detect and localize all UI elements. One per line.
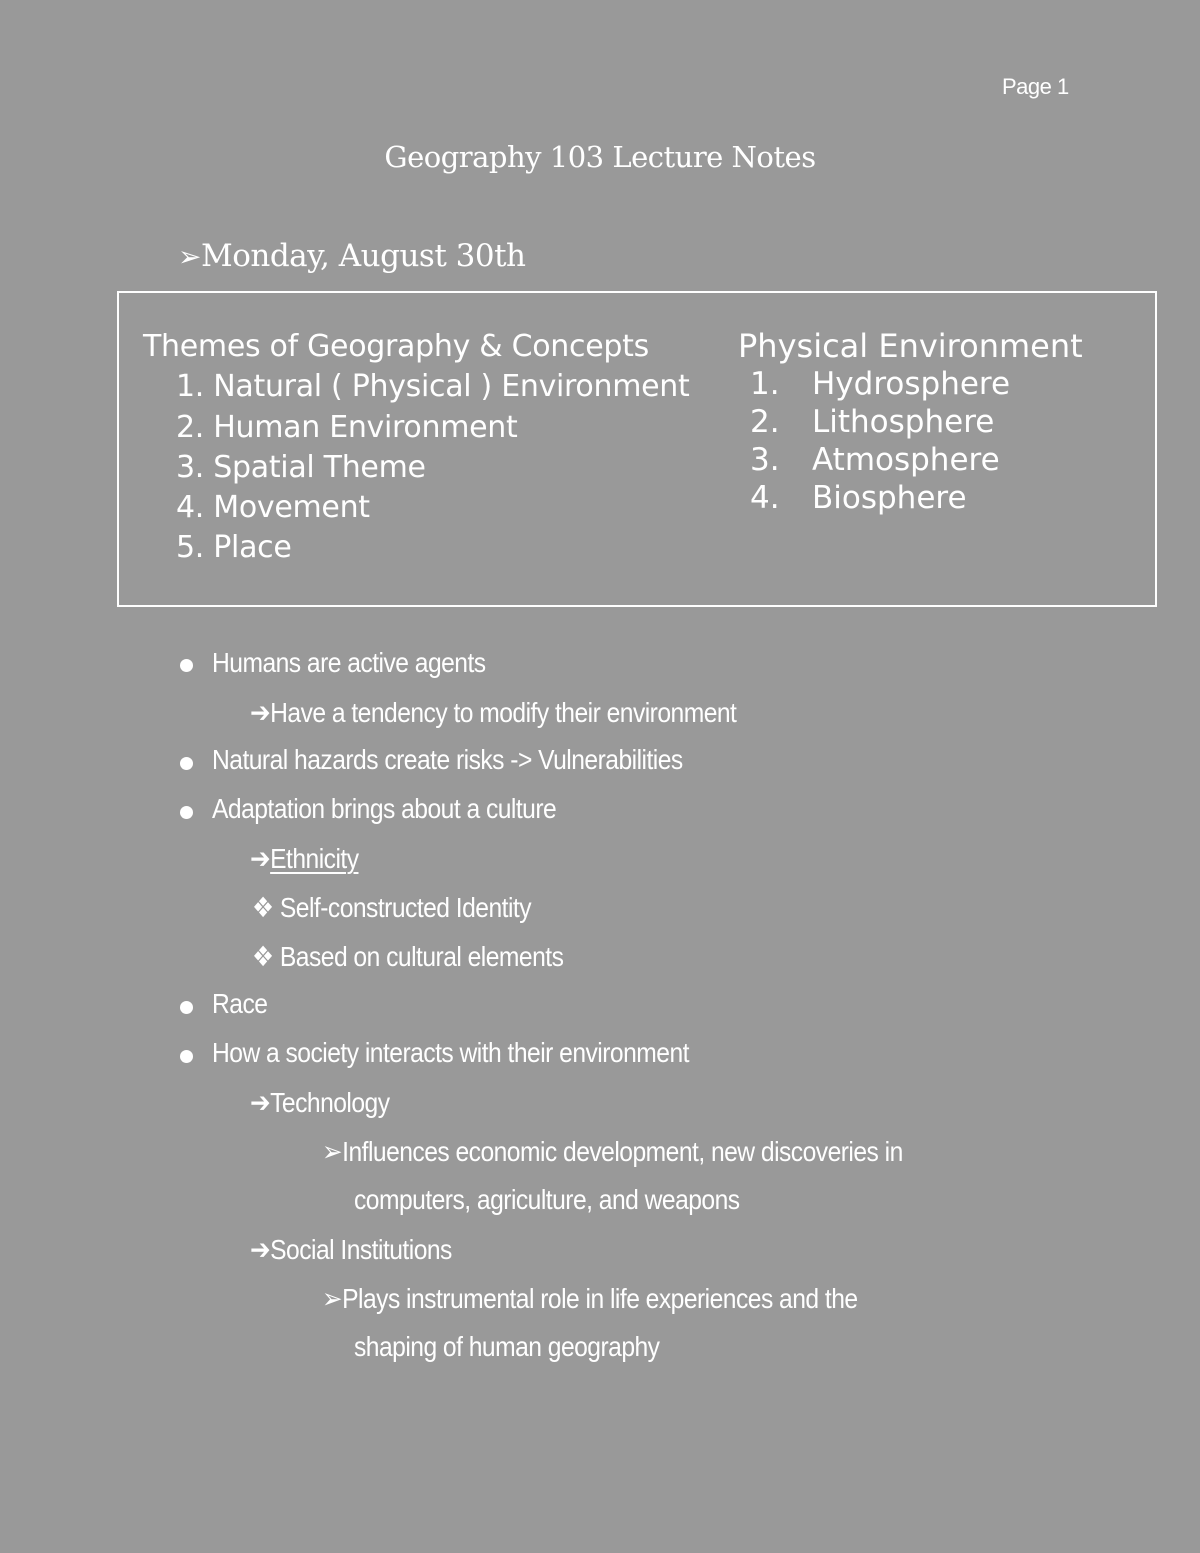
themes-item: 4. Movement bbox=[176, 490, 370, 525]
themes-item: 5. Place bbox=[176, 530, 292, 565]
bullet-dot-icon bbox=[180, 1050, 193, 1063]
note-self-constructed: ❖ Self-constructed Identity bbox=[252, 891, 532, 924]
note-technology: ➔Technology bbox=[250, 1086, 390, 1119]
note-humans-sub: ➔Have a tendency to modify their environment bbox=[250, 696, 737, 729]
themes-item: 2. Human Environment bbox=[176, 410, 518, 445]
note-social-detail: ➢Plays instrumental role in life experiences and the bbox=[322, 1282, 858, 1315]
chevron-arrow-icon: ➢ bbox=[322, 1282, 343, 1315]
arrow-icon: ➔ bbox=[250, 1233, 271, 1266]
note-race: Race bbox=[212, 988, 268, 1019]
physical-item-label: Lithosphere bbox=[812, 404, 995, 440]
bullet-dot-icon bbox=[180, 659, 193, 672]
note-adaptation: Adaptation brings about a culture bbox=[212, 793, 557, 824]
note-social-detail-cont: shaping of human geography bbox=[354, 1331, 660, 1362]
arrow-icon: ➔ bbox=[250, 842, 271, 875]
note-social: ➔Social Institutions bbox=[250, 1233, 452, 1266]
diamond-icon: ❖ bbox=[252, 891, 274, 924]
chevron-arrow-icon: ➢ bbox=[322, 1135, 343, 1168]
themes-item: 1. Natural ( Physical ) Environment bbox=[176, 369, 690, 404]
arrow-icon: ➔ bbox=[250, 696, 271, 729]
chevron-arrow-icon: ➢ bbox=[178, 240, 201, 273]
physical-environment-title: Physical Environment bbox=[738, 327, 1083, 365]
note-hazards: Natural hazards create risks -> Vulnerabilities bbox=[212, 744, 683, 775]
bullet-dot-icon bbox=[180, 757, 193, 770]
note-based-on: ❖ Based on cultural elements bbox=[252, 940, 564, 973]
document-title: Geography 103 Lecture Notes bbox=[384, 140, 816, 174]
note-society: How a society interacts with their environment bbox=[212, 1037, 689, 1068]
physical-item-number: 2. bbox=[750, 404, 780, 440]
note-ethnicity bbox=[250, 842, 359, 875]
note-tech-detail-cont: computers, agriculture, and weapons bbox=[354, 1184, 740, 1215]
physical-item-label: Atmosphere bbox=[812, 442, 1000, 478]
physical-item-number: 4. bbox=[750, 480, 780, 516]
arrow-icon: ➔ bbox=[250, 1086, 271, 1119]
physical-item-label: Biosphere bbox=[812, 480, 967, 516]
date-heading bbox=[178, 238, 526, 274]
physical-item-number: 1. bbox=[750, 366, 780, 402]
page-number: Page 1 bbox=[1002, 74, 1069, 99]
diamond-icon: ❖ bbox=[252, 940, 274, 973]
note-humans: Humans are active agents bbox=[212, 647, 486, 678]
date-text: Monday, August 30th bbox=[200, 238, 526, 274]
themes-item: 3. Spatial Theme bbox=[176, 450, 426, 485]
bullet-dot-icon bbox=[180, 1001, 193, 1014]
physical-item-number: 3. bbox=[750, 442, 780, 478]
physical-item-label: Hydrosphere bbox=[812, 366, 1011, 402]
themes-title: Themes of Geography & Concepts bbox=[143, 329, 649, 364]
ethnicity-link: Ethnicity bbox=[270, 843, 359, 874]
bullet-dot-icon bbox=[180, 806, 193, 819]
note-tech-detail: ➢Influences economic development, new discoveries in bbox=[322, 1135, 903, 1168]
